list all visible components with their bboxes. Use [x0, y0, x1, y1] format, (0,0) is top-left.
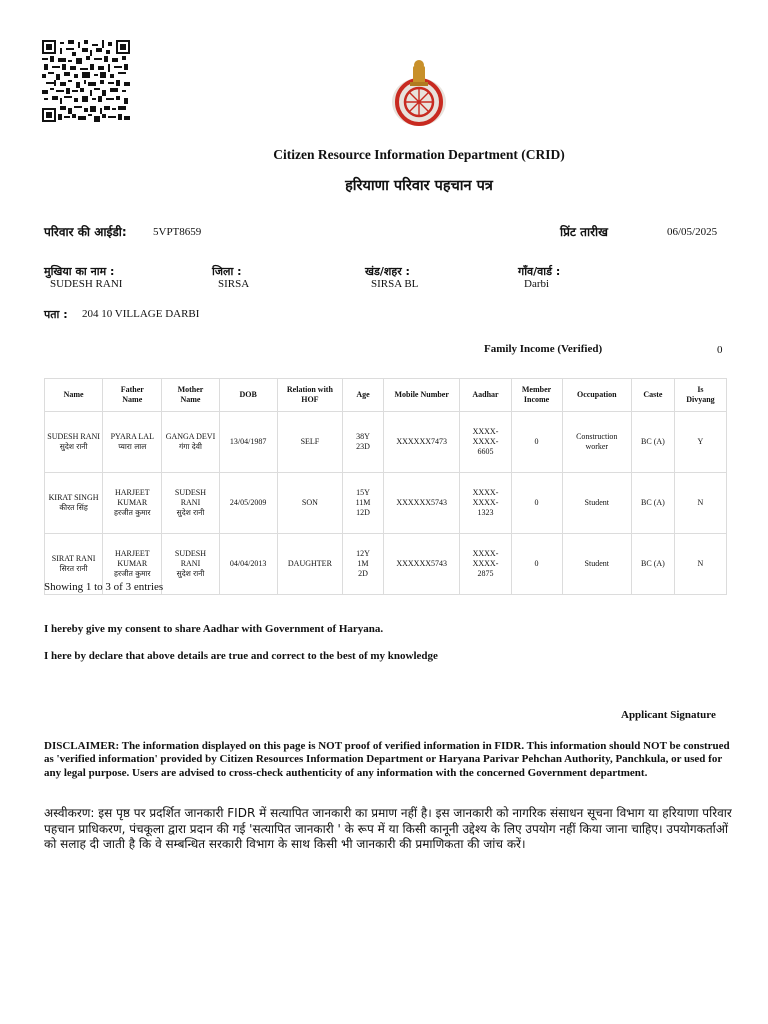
cell-mother: SUDESH RANI सुदेश रानी — [162, 473, 219, 534]
block-label: खंड/शहर : — [365, 265, 410, 278]
cell-divyang: N — [674, 534, 726, 595]
applicant-signature-label: Applicant Signature — [621, 709, 716, 721]
family-id-value: 5VPT8659 — [153, 226, 202, 238]
col-mother-name: Mother Name — [162, 379, 219, 412]
page-subtitle: हरियाणा परिवार पहचान पत्र — [345, 178, 493, 194]
village-label: गाँव/वार्ड : — [518, 265, 561, 278]
col-name: Name — [45, 379, 103, 412]
family-members-table — [44, 378, 727, 595]
col-occupation: Occupation — [562, 379, 631, 412]
cell-father: HARJEET KUMAR हरजीत कुमार — [103, 534, 162, 595]
address-label: पता : — [44, 308, 68, 321]
cell-mother: SUDESH RANI सुदेश रानी — [162, 534, 219, 595]
head-label: मुखिया का नाम : — [44, 265, 115, 278]
qr-code — [42, 40, 130, 122]
declaration-text: I here by declare that above details are true and correct to the best of my knowledge — [44, 650, 438, 662]
cell-divyang: N — [674, 473, 726, 534]
cell-dob: 13/04/1987 — [219, 412, 277, 473]
cell-mobile: XXXXXX5743 — [383, 534, 460, 595]
col-age: Age — [343, 379, 384, 412]
cell-name: KIRAT SINGH कीरत सिंह — [45, 473, 103, 534]
col-dob: DOB — [219, 379, 277, 412]
cell-aadhar: XXXX- XXXX- 1323 — [460, 473, 511, 534]
print-date-value: 06/05/2025 — [667, 226, 718, 238]
cell-occupation: Student — [562, 473, 631, 534]
block-value: SIRSA BL — [371, 278, 419, 290]
cell-income: 0 — [511, 412, 562, 473]
cell-occupation: Construction worker — [562, 412, 631, 473]
village-value: Darbi — [524, 278, 550, 290]
cell-age: 15Y 11M 12D — [343, 473, 384, 534]
table-row — [45, 473, 727, 534]
cell-relation: SON — [277, 473, 342, 534]
table-header-row — [45, 379, 727, 412]
cell-aadhar: XXXX- XXXX- 6605 — [460, 412, 511, 473]
cell-name: SUDESH RANI सुदेश रानी — [45, 412, 103, 473]
district-value: SIRSA — [218, 278, 250, 290]
cell-father: PYARA LAL प्यारा लाल — [103, 412, 162, 473]
disclaimer-english: DISCLAIMER: The information displayed on this page is NOT proof of verified information in FIDR. This information should NOT be construed as 'verified information' provided by Citizen Resources Information Department or Haryana Parivar Pehchan Authority, Panchkula, or used for any legal purpose. Users are advised to cross-check authenticity of any information with the concerned Government department. — [44, 740, 730, 779]
col-mobile: Mobile Number — [383, 379, 460, 412]
table-entries-info: Showing 1 to 3 of 3 entries — [44, 581, 164, 593]
consent-text: I hereby give my consent to share Aadhar with Government of Haryana. — [44, 623, 384, 635]
cell-mobile: XXXXXX5743 — [383, 473, 460, 534]
cell-caste: BC (A) — [631, 534, 674, 595]
family-id-label: परिवार की आईडी: — [44, 225, 127, 239]
col-relation: Relation with HOF — [277, 379, 342, 412]
cell-age: 38Y 23D — [343, 412, 384, 473]
disclaimer-hindi: अस्वीकरण: इस पृष्ठ पर प्रदर्शित जानकारी FIDR में सत्यापित जानकारी का प्रमाण नहीं है। इस जानकारी को नागरिक संसाधन सूचना विभाग या हरियाणा परिवार पहचान प्राधिकरण, पंचकूला द्वारा प्रदान की गई 'सत्यापित जानकारी ' के रूप में या किसी कानूनी उद्देश्य के लिए उपयोग नहीं किया जाना चाहिए। उपयोगकर्ताओं को सलाह दी जाती है कि वे सम्बन्धित सरकारी विभाग के साथ किसी भी जानकारी की प्रमाणिकता की जांच करें। — [44, 806, 732, 852]
print-date-label: प्रिंट तारीख — [560, 225, 608, 239]
district-label: जिला : — [212, 265, 242, 278]
cell-divyang: Y — [674, 412, 726, 473]
cell-occupation: Student — [562, 534, 631, 595]
col-member-income: Member Income — [511, 379, 562, 412]
cell-mobile: XXXXXX7473 — [383, 412, 460, 473]
col-caste: Caste — [631, 379, 674, 412]
cell-income: 0 — [511, 473, 562, 534]
cell-dob: 04/04/2013 — [219, 534, 277, 595]
head-value: SUDESH RANI — [50, 278, 123, 290]
cell-relation: SELF — [277, 412, 342, 473]
family-income-value: 0 — [717, 344, 723, 356]
cell-name: SIRAT RANI सिरत रानी — [45, 534, 103, 595]
col-divyang: Is Divyang — [674, 379, 726, 412]
cell-father: HARJEET KUMAR हरजीत कुमार — [103, 473, 162, 534]
cell-age: 12Y 1M 2D — [343, 534, 384, 595]
cell-income: 0 — [511, 534, 562, 595]
col-aadhar: Aadhar — [460, 379, 511, 412]
cell-relation: DAUGHTER — [277, 534, 342, 595]
cell-caste: BC (A) — [631, 412, 674, 473]
cell-aadhar: XXXX- XXXX- 2875 — [460, 534, 511, 595]
col-father-name: Father Name — [103, 379, 162, 412]
page-title: Citizen Resource Information Department (CRID) — [273, 147, 565, 162]
haryana-emblem — [388, 56, 450, 128]
cell-mother: GANGA DEVI गंगा देवी — [162, 412, 219, 473]
cell-caste: BC (A) — [631, 473, 674, 534]
cell-dob: 24/05/2009 — [219, 473, 277, 534]
address-value: 204 10 VILLAGE DARBI — [82, 308, 200, 320]
table-row — [45, 412, 727, 473]
family-income-label: Family Income (Verified) — [484, 343, 603, 355]
